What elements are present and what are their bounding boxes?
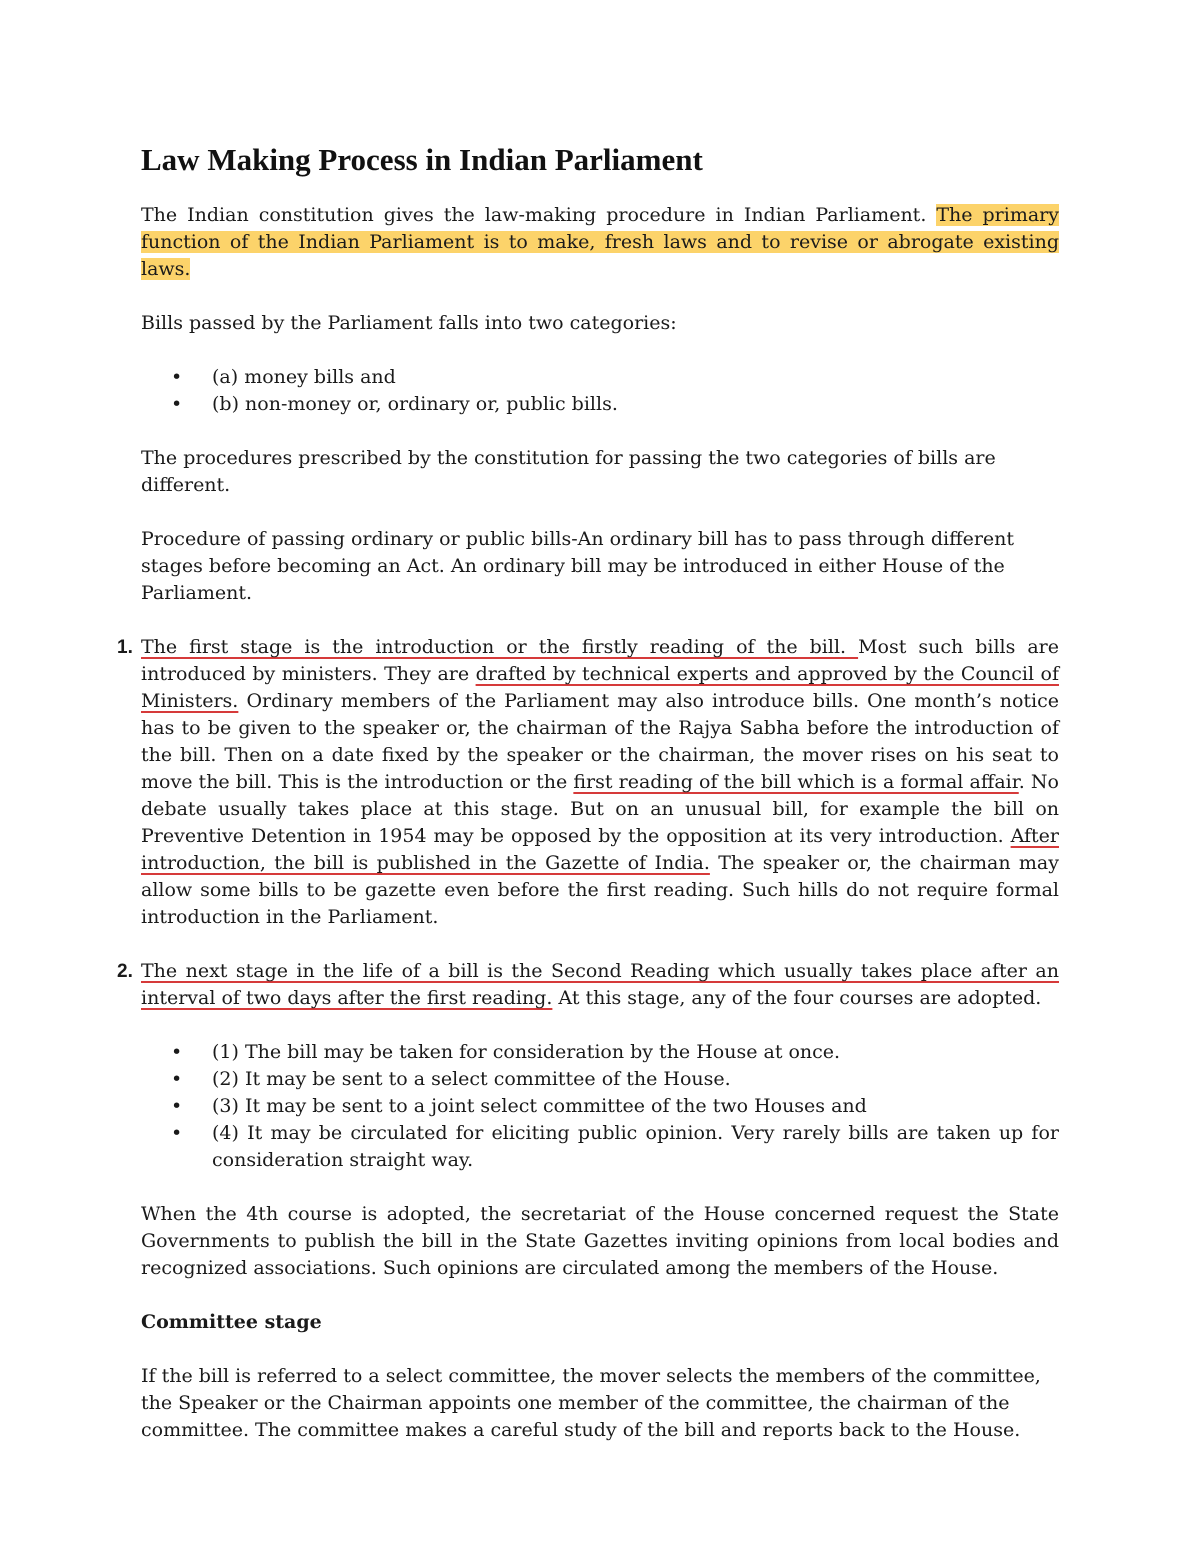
stage-1-number: 1.: [117, 637, 133, 658]
list-item: • (b) non-money or, ordinary or, public bills.: [141, 391, 1059, 418]
document-body: [117, 140, 1059, 1471]
stage-2: [117, 958, 1059, 1012]
list-item: • (4) It may be circulated for eliciting public opinion. Very rarely bills are taken up for consideration straight way.: [141, 1120, 1059, 1174]
intro-highlight: The primary function of the Indian Parliament is to make, fresh laws and to revise or abrogate existing laws.: [141, 204, 1059, 280]
list-item: • (1) The bill may be taken for consideration by the House at once.: [141, 1039, 1059, 1066]
committee-paragraph: If the bill is referred to a select committee, the mover selects the members of the committee, the Speaker or the Chairman appoints one member of the committee, the chairman of the committee. The committee makes a careful study of the bill and reports back to the House.: [141, 1365, 1041, 1441]
intro-paragraph: [141, 202, 1059, 283]
stage-1-underline-3: first reading of the bill which is a formal affair: [573, 771, 1019, 793]
stage-1-text-4: The speaker or, the chairman may allow some bills to be gazette even before the first reading. Such hills do not require formal introduction in the Parliament.: [141, 852, 1059, 928]
categories-list: [141, 364, 1059, 418]
fourth-course-paragraph: When the 4th course is adopted, the secretariat of the House concerned request the State Governments to publish the bill in the State Gazettes inviting opinions from local bodies and recognized associations. Such opinions are circulated among the members of the House.: [141, 1203, 1059, 1279]
stage-1-underline-1: The first stage is the introduction or the firstly reading of the bill.: [141, 636, 859, 658]
stage-1-text-1: Most such bills are introduced by ministers. They are: [141, 636, 1059, 685]
stage-2-text-1: At this stage, any of the four courses are adopted.: [552, 987, 1042, 1009]
procedures-paragraph: The procedures prescribed by the constitution for passing the two categories of bills are different.: [141, 447, 996, 496]
stage-1-text-2: Ordinary members of the Parliament may also introduce bills. One month’s notice has to be given to the speaker or, the chairman of the Rajya Sabha before the introduction of the bill. Then on a date fixed by the speaker or the chairman, the mover rises on his seat to move the bill. This is the introduction or the: [141, 690, 1059, 793]
stage-2-number: 2.: [117, 961, 133, 982]
categories-intro: Bills passed by the Parliament falls into two categories:: [141, 312, 677, 334]
page-title: Law Making Process in Indian Parliament: [141, 142, 703, 177]
intro-text: The Indian constitution gives the law-making procedure in Indian Parliament.: [141, 204, 937, 226]
stage-1-underline-4: After introduction, the bill is published in the Gazette of India.: [141, 825, 1059, 874]
stage-2-underline-1: The next stage in the life of a bill is the Second Reading which usually takes place after an interval of two days after the first reading.: [141, 960, 1059, 1009]
ordinary-procedure-paragraph: Procedure of passing ordinary or public bills-An ordinary bill has to pass through different stages before becoming an Act. An ordinary bill may be introduced in either House of the Parliament.: [141, 528, 1015, 604]
committee-heading: Committee stage: [141, 1311, 322, 1333]
stage-1-text-3: . No debate usually takes place at this stage. But on an unusual bill, for example the bill on Preventive Detention in 1954 may be opposed by the opposition at its very introduction.: [141, 771, 1059, 847]
list-item: • (a) money bills and: [141, 364, 1059, 391]
courses-list: [141, 1039, 1059, 1174]
list-item: • (3) It may be sent to a joint select committee of the two Houses and: [141, 1093, 1059, 1120]
stage-1-underline-2: drafted by technical experts and approved by the Council of Ministers.: [141, 663, 1059, 712]
list-item: • (2) It may be sent to a select committee of the House.: [141, 1066, 1059, 1093]
stage-1: [117, 634, 1059, 931]
